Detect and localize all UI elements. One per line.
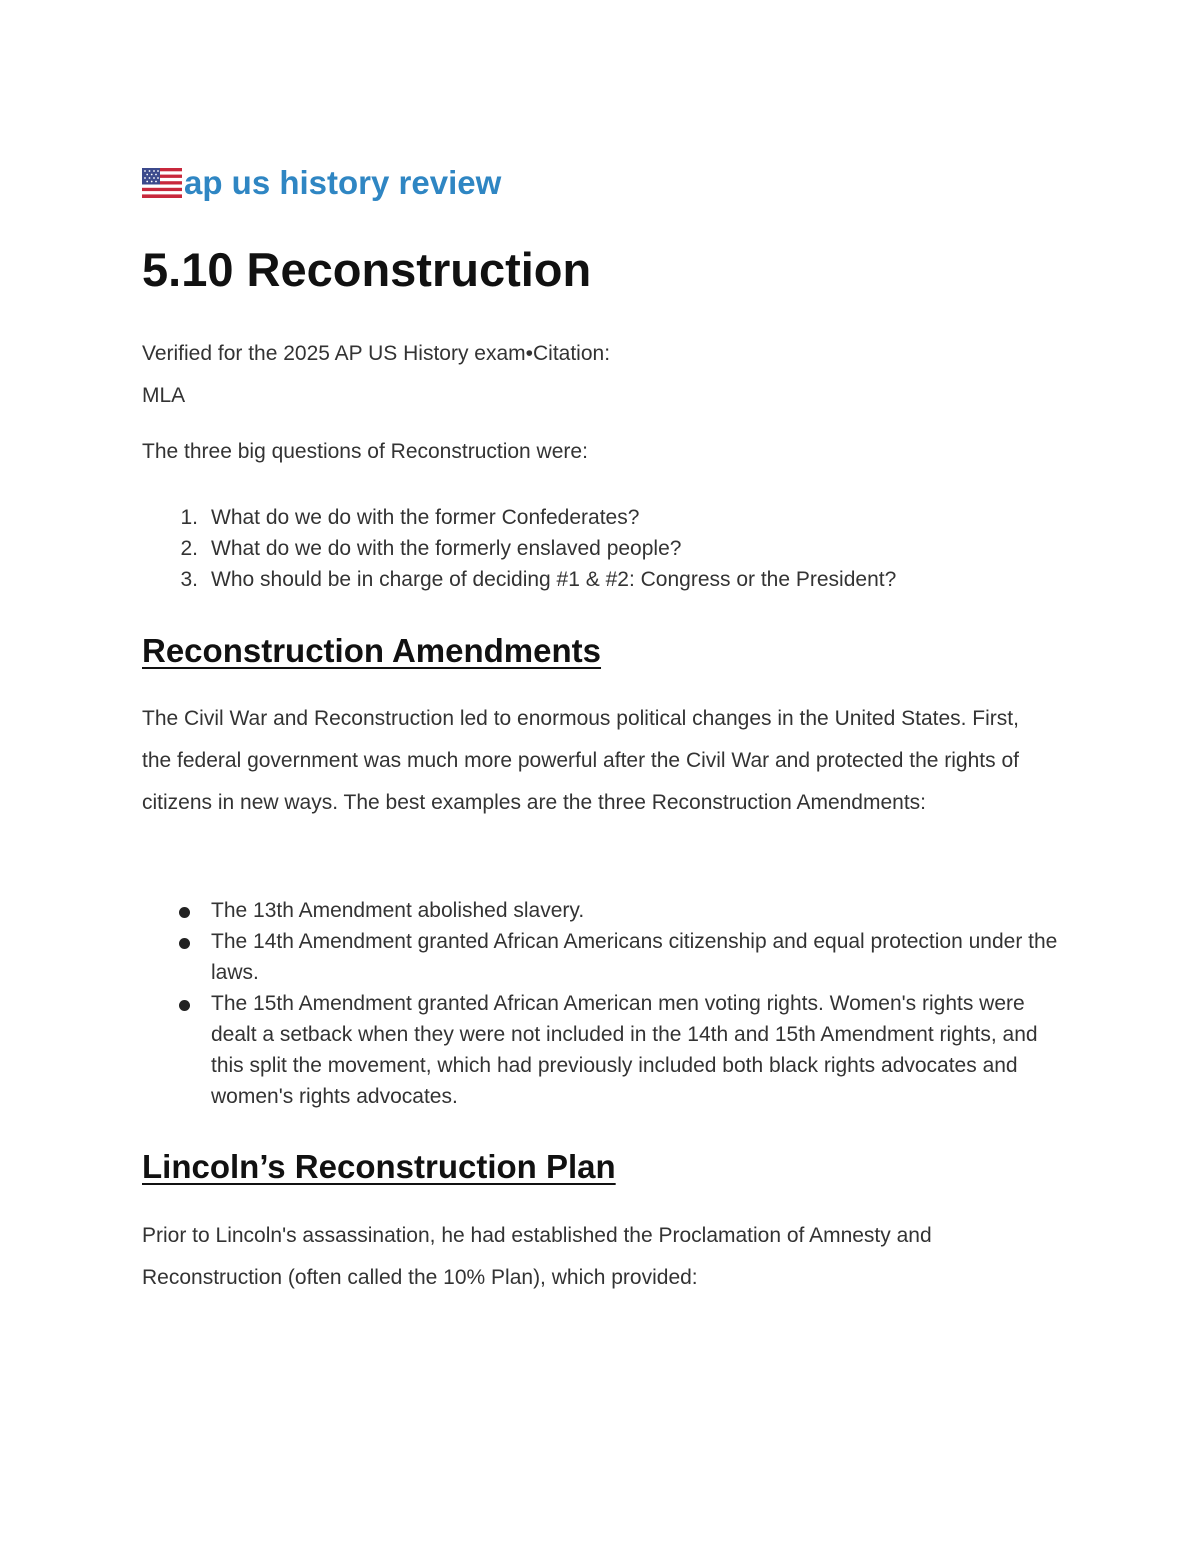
section-heading-amendments: Reconstruction Amendments bbox=[142, 632, 602, 669]
course-link-label[interactable]: ap us history review bbox=[184, 164, 502, 201]
bullet-icon bbox=[179, 1000, 190, 1011]
list-item bbox=[142, 564, 1071, 595]
list-item bbox=[142, 895, 1071, 926]
lincoln-paragraph: Prior to Lincoln's assassination, he had established the Proclamation of Amnesty and Reconstruction (often called the 10% Plan), which provided: bbox=[142, 1224, 932, 1289]
verified-text: Verified for the 2025 AP US History exam•Citation: bbox=[142, 342, 611, 365]
list-item-text: The 14th Amendment granted African Americans citizenship and equal protection under the laws. bbox=[211, 930, 1058, 984]
intro-text: The three big questions of Reconstruction were: bbox=[142, 440, 588, 463]
page-title: 5.10 Reconstruction bbox=[142, 243, 592, 296]
amendments-list bbox=[142, 895, 1071, 1112]
bullet-icon bbox=[179, 907, 190, 918]
list-number: 1. bbox=[180, 506, 198, 529]
list-item bbox=[142, 502, 1071, 533]
us-flag-icon bbox=[142, 168, 182, 198]
list-number: 3. bbox=[180, 568, 198, 591]
list-item bbox=[142, 533, 1071, 564]
list-item bbox=[142, 926, 1071, 988]
list-item-text: What do we do with the former Confederates? bbox=[211, 506, 640, 529]
list-item-text: Who should be in charge of deciding #1 & #2: Congress or the President? bbox=[211, 568, 897, 591]
list-item-text: The 13th Amendment abolished slavery. bbox=[211, 899, 585, 922]
list-number: 2. bbox=[180, 537, 198, 560]
meta-info bbox=[142, 333, 610, 417]
section-heading-lincoln: Lincoln’s Reconstruction Plan bbox=[142, 1148, 616, 1185]
bullet-icon bbox=[179, 938, 190, 949]
amendments-paragraph: The Civil War and Reconstruction led to enormous political changes in the United States. First, the federal government was much more powerful after the Civil War and protected the rights of citizens in new ways. The best examples are the three Reconstruction Amendments: bbox=[142, 707, 1019, 814]
citation-format: MLA bbox=[142, 384, 186, 407]
list-item bbox=[142, 988, 1071, 1112]
list-item-text: The 15th Amendment granted African American men voting rights. Women's rights were dealt a setback when they were not included in the 14th and 15th Amendment rights, and this split the movement, which had previously included both black rights advocates and women's rights advocates. bbox=[211, 992, 1038, 1108]
course-link[interactable] bbox=[142, 164, 501, 202]
questions-list bbox=[142, 502, 1071, 595]
list-item-text: What do we do with the formerly enslaved people? bbox=[211, 537, 682, 560]
